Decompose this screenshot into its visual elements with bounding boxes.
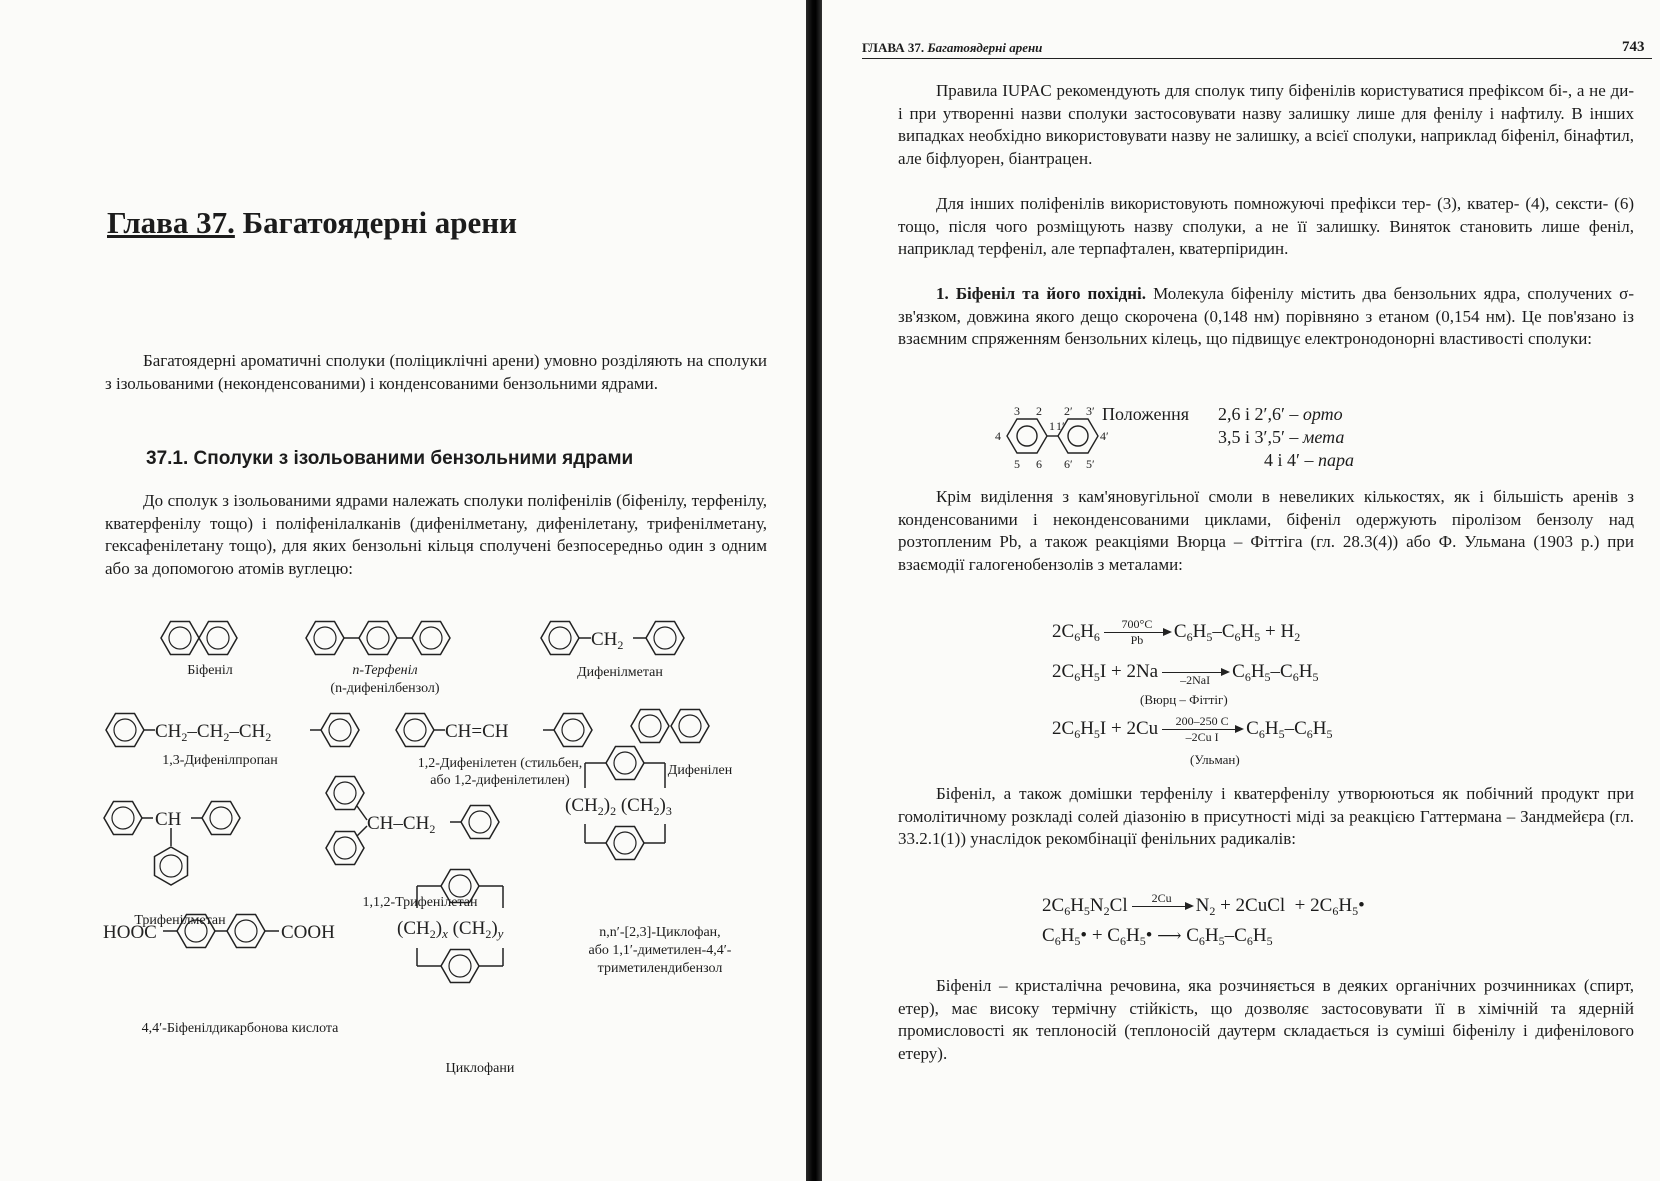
triphenylmethane-ch: CH [155,809,182,830]
running-header [862,40,1042,56]
svg-text:5′: 5′ [1086,457,1095,471]
label-terphenyl-alt: (n-дифенілбензол) [330,681,440,696]
triphenylethane-chain: $CH-CH_2$ [367,813,436,836]
paragraph-synthesis: Крім виділення з кам'яновугільної смоли в невеликих кількостях, як і більшість аренів з конденсованими і неконденсованими циклами, біфеніл одержують піролізом бензолу над розтопленим Pb, а також реакціями Вюрца – Фіттіга (гл. 28.3(4)) або Ф. Ульмана (1903 р.) при взаємодії галогенобензолів з металами: [898,487,1634,574]
label-cyclophane-3: триметилендибензол [597,961,723,976]
chapter-number: Глава 37. [107,205,235,240]
equation-recombination: $C_6H_5•$ + $C_6H_5•$ ⟶ $C_6H_5-C_6H_5$ [1042,925,1273,948]
svg-text:4: 4 [995,429,1001,443]
equation-ullmann: $2C_6H_5I + 2Cu$ $\frac{200-250 C}{\text{–2Cu I}}$ $C_6H_5-C_6H_5$ [1052,714,1333,744]
svg-text:2: 2 [1036,404,1042,418]
header-title: Багатоядерні арени [927,40,1043,55]
label-stilbene-2: або 1,2-дифенілетилен) [430,773,570,788]
chapter-title: Багатоядерні арени [242,205,518,240]
biphenyl-ring-2 [199,622,237,655]
header-rule [862,58,1652,59]
equation-diazonium: $2C_6H_5N_2Cl$ 2Cu $N_2$ + 2CuCl + $2C_6H_5•$ [1042,891,1365,918]
equation-pyrolysis: $2C_6H_6$ $\frac{700^\circ C}{Pb}$ $C_6H_5-C_6H_5 + H_2$ [1052,617,1301,647]
svg-text:6: 6 [1036,457,1042,471]
intro-paragraph: Багатоядерні ароматичні сполуки (поліциклічні арени) умовно розділяють на сполуки з ізольованими (неконденсованими) і конденсованими бензольними ядрами. [105,351,767,393]
header-chapter: ГЛАВА 37. [862,40,925,55]
stilbene-chain: CH=CH [445,721,509,742]
positions-para: 4 і 4′ – пара [1264,450,1354,470]
svg-text:3: 3 [1014,404,1020,418]
section-title: 37.1. Сполуки з ізольованими бензольними ядрами [146,448,634,469]
note-ullmann: (Ульман) [1190,752,1240,767]
label-diphenylmethane: Дифенілметан [577,665,663,680]
svg-text:4′: 4′ [1100,429,1109,443]
subheading-biphenyl: 1. Біфеніл та його похідні. [936,284,1146,303]
right-page [822,0,1660,1181]
cyclophane-bridges: $(CH_2)_2$ $(CH_2)_3$ [565,795,672,818]
label-diphenylene: Дифенілен [667,763,733,778]
svg-text:6′: 6′ [1064,457,1073,471]
paragraph-iupac: Правила IUPAC рекомендують для сполук типу біфенілів користуватися префіксом бі-, а не ди- і при утворенні назви сполуки застосовувати назву залишку лише для фенілу і нафтилу. В інших випадках необхідно використовувати назву не залишку, а всієї сполуки, наприклад біфеніл, бінафтил, але біфлуорен, біантрацен. [898,81,1634,168]
label-triphenylmethane: Трифенілметан [134,913,226,928]
label-dicarboxylic: 4,4′-Біфенілдикарбонова кислота [141,1021,339,1036]
paragraph-prefixes: Для інших поліфенілів використовують помножуючі префікси тер- (3), кватер- (4), сексти- (6) тощо, після чого розміщують назву сполуки, а не її залишку. Виняток становить лише феніл, наприклад терфеніл, але терпафтален, кватерпіридин. [898,194,1634,258]
label-terphenyl: n-Терфеніл [352,663,418,678]
svg-text:3′: 3′ [1086,404,1095,418]
label-cyclophane-2: або 1,1′-диметилен-4,4′- [588,943,732,958]
svg-text:5: 5 [1014,457,1020,471]
svg-text:1: 1 [1049,419,1055,433]
cyclophane-general-bridges: $(CH_2)_x$ $(CH_2)_y$ [397,918,504,941]
label-stilbene-1: 1,2-Дифенілетен (стильбен, [417,756,583,771]
label-cyclophane-1: n,n′-[2,3]-Циклофан, [599,925,721,940]
paragraph-biphenyl: 1. Біфеніл та його похідні. Молекула біфенілу містить два бензольних ядра, сполучених σ-зв'язком, довжина якого дещо скорочена (0,148 нм) порівняно з етаном (0,154 нм). Це пов'язано із взаємним спряженням бензольних кілець, що підвищує електронодонорні властивості сполуки: [898,284,1635,348]
propane-chain: $CH_2-CH_2-CH_2$ [155,721,272,744]
positions-meta: 3,5 і 3′,5′ – мета [1218,427,1345,447]
paragraph-properties: Біфеніл – кристалічна речовина, яка розчиняється в деяких органічних розчинниках (спирт, етер), має високу термічну стійкість, що дозволяє застосовувати її в хімічній та ядерній промисловості як теплоносій (теплоносій даутерм складається із суміші біфенілу і дифенілового етеру). [898,976,1634,1063]
svg-text:2′: 2′ [1064,404,1073,418]
label-diphenylpropane: 1,3-Дифенілпропан [162,753,278,768]
biphenyl-ring-1 [161,622,199,655]
page-number: 743 [1622,39,1645,55]
paragraph-gattermann: Біфеніл, а також домішки терфенілу і кватерфенілу утворюються як побічний продукт при гомолітичному розкладі солей діазонію в присутності міді за реакцією Гаттермана – Зандмейєра (гл. 33.2.1(1)) унаслідок рекомбінації фенільних радикалів: [898,784,1634,848]
positions-label: Положення [1102,404,1190,424]
cooh-group: COOH [281,922,335,943]
label-biphenyl: Біфеніл [187,663,233,678]
book-spine [806,0,822,1181]
note-wurtz: (Вюрц – Фіттіг) [1140,692,1228,707]
svg-text:1′: 1′ [1056,419,1065,433]
label-triphenylethane: 1,1,2-Трифенілетан [362,895,478,910]
section-paragraph: До сполук з ізольованими ядрами належать сполуки поліфенілів (біфенілу, терфенілу, кватерфенілу тощо) і поліфенілалканів (дифенілметану, дифенілетану, трифенілметану, гексафенілетану тощо), для яких бензольні кільця сполучені безпосередньо один з одним або за допомогою атомів вуглецю: [105,491,767,578]
hooc-group: HOOC [103,922,157,943]
positions-ortho: 2,6 і 2′,6′ – орто [1218,404,1343,424]
left-page [0,0,806,1181]
equation-wurtz: $2C_6H_5I + 2Na$ –2NaI $C_6H_5-C_6H_5$ [1052,660,1319,687]
diphenylmethane-ch2: $CH_2$ [591,629,624,652]
chapter-heading [107,205,517,241]
label-cyclophanes: Циклофани [445,1061,515,1076]
